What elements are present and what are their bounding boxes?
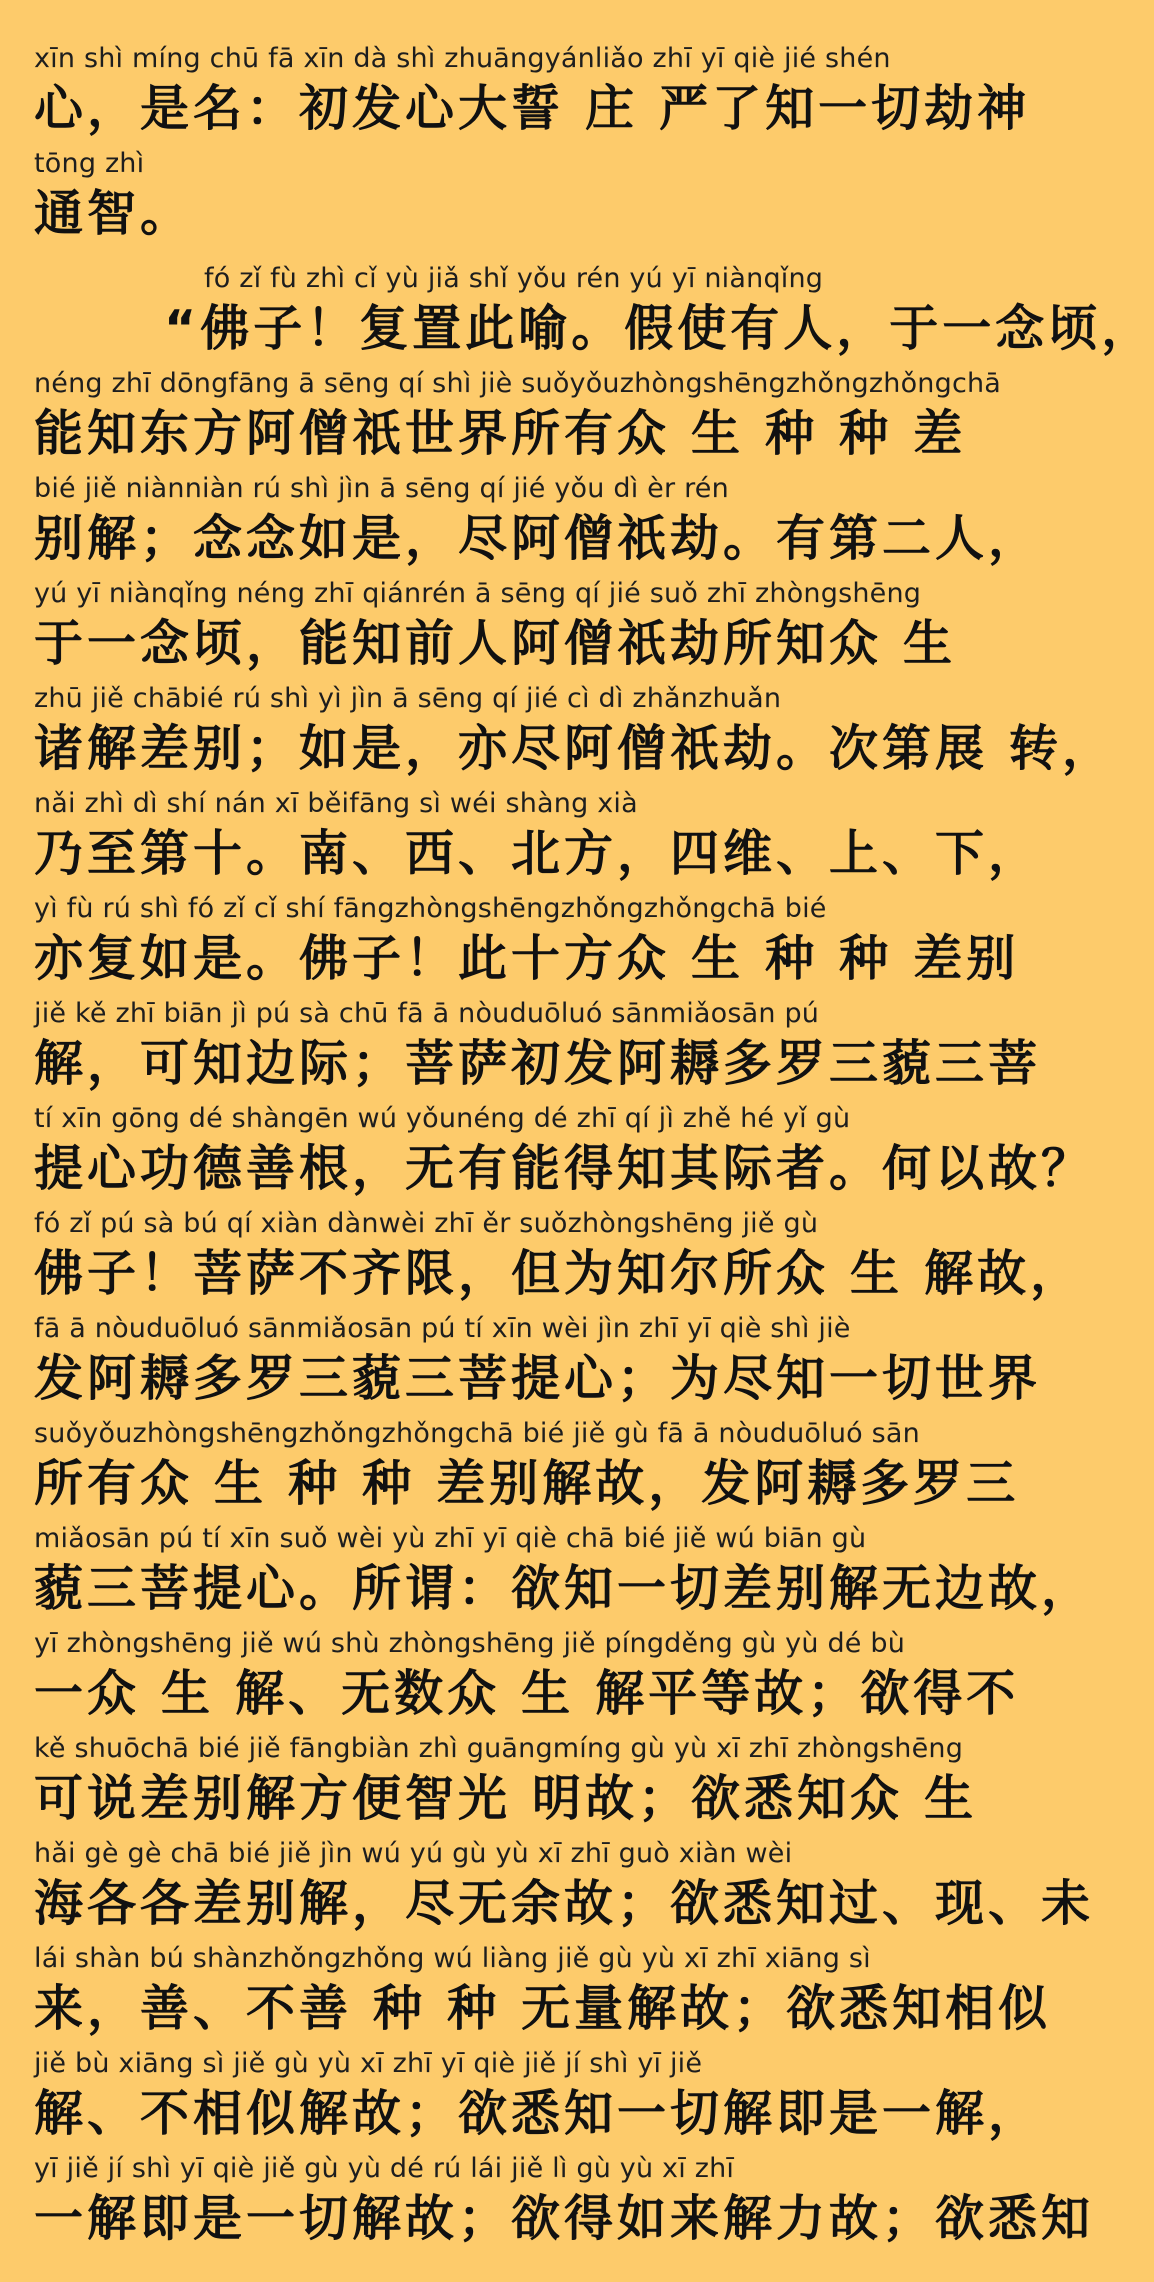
pinyin-line: nǎi zhì dì shí nán xī běifāng sì wéi shàng xià — [34, 788, 638, 819]
text-line — [34, 1312, 1046, 1417]
hanzi-line: 发阿耨多罗三藐三菩提心；为尽知一切世界 — [34, 1350, 1042, 1407]
text-line — [34, 997, 1046, 1102]
pinyin-line: yī zhòngshēng jiě wú shù zhòngshēng jiě píngděng gù yù dé bù — [34, 1628, 906, 1659]
pinyin-line: jiě bù xiāng sì jiě gù yù xī zhī yī qiè jiě jí shì yī jiě — [34, 2048, 703, 2079]
text-line — [34, 42, 1046, 147]
hanzi-line: 来，善、不善 种 种 无量解故；欲悉知相似 — [34, 1980, 1052, 2037]
pinyin-line: jiě kě zhī biān jì pú sà chū fā ā nòuduōluó sānmiǎosān pú — [34, 998, 820, 1029]
text-line — [34, 892, 1046, 997]
text-line — [34, 2152, 1095, 2257]
hanzi-line: 佛子！菩萨不齐限，但为知尔所众 生 解故， — [34, 1245, 1084, 1302]
hanzi-line: 乃至第十。南、西、北方，四维、上、下， — [34, 825, 1042, 882]
text-line — [34, 1102, 1095, 1207]
text-line — [34, 1837, 1095, 1942]
pinyin-line: néng zhī dōngfāng ā sēng qí shì jiè suǒyǒuzhòngshēngzhǒngzhǒngchā — [34, 368, 1002, 399]
text-line — [34, 682, 1116, 787]
pinyin-line: yú yī niànqǐng néng zhī qiánrén ā sēng qí jié suǒ zhī zhòngshēng — [34, 578, 922, 609]
hanzi-line: 诸解差别；如是，亦尽阿僧祇劫。次第展 转， — [34, 720, 1116, 777]
hanzi-line: 海各各差别解，尽无余故；欲悉知过、现、未 — [34, 1875, 1095, 1932]
hanzi-line: 于一念顷，能知前人阿僧祇劫所知众 生 — [34, 615, 957, 672]
text-line — [34, 1732, 1046, 1837]
text-line — [34, 367, 1046, 472]
hanzi-line: 通智。 — [34, 185, 194, 242]
pinyin-line: xīn shì míng chū fā xīn dà shì zhuāngyánliǎo zhī yī qiè jié shén — [34, 43, 891, 74]
hanzi-line: “佛子！复置此喻。假使有人，于一念顷， — [164, 300, 1154, 357]
pinyin-line: miǎosān pú tí xīn suǒ wèi yù zhī yī qiè chā bié jiě wú biān gù — [34, 1523, 867, 1554]
text-line — [34, 147, 1046, 252]
pinyin-line: tí xīn gōng dé shàngēn wú yǒunéng dé zhī qí jì zhě hé yǐ gù — [34, 1103, 851, 1134]
pinyin-line: fó zǐ fù zhì cǐ yù jiǎ shǐ yǒu rén yú yī niànqǐng — [204, 263, 824, 294]
pinyin-line: lái shàn bú shànzhǒngzhǒng wú liàng jiě gù yù xī zhī xiāng sì — [34, 1943, 871, 1974]
hanzi-line: 解、不相似解故；欲悉知一切解即是一解， — [34, 2085, 1042, 2142]
pinyin-line: suǒyǒuzhòngshēngzhǒngzhǒngchā bié jiě gù fā ā nòuduōluó sān — [34, 1418, 920, 1449]
text-line — [34, 787, 1046, 892]
text-line — [34, 472, 1046, 577]
pinyin-line: tōng zhì — [34, 148, 145, 179]
hanzi-line: 别解；念念如是，尽阿僧祇劫。有第二人， — [34, 510, 1042, 567]
pinyin-line: fā ā nòuduōluó sānmiǎosān pú tí xīn wèi jìn zhī yī qiè shì jiè — [34, 1313, 851, 1344]
hanzi-line: 亦复如是。佛子！此十方众 生 种 种 差别 — [34, 930, 1020, 987]
pinyin-line: bié jiě niànniàn rú shì jìn ā sēng qí jié yǒu dì èr rén — [34, 473, 729, 504]
text-line — [34, 1207, 1084, 1312]
pinyin-line: zhū jiě chābié rú shì yì jìn ā sēng qí jié cì dì zhǎnzhuǎn — [34, 683, 782, 714]
text-line — [34, 1417, 1046, 1522]
pinyin-line: yī jiě jí shì yī qiè jiě gù yù dé rú lái jiě lì gù yù xī zhī — [34, 2153, 735, 2184]
pinyin-line: yì fù rú shì fó zǐ cǐ shí fāngzhòngshēngzhǒngzhǒngchā bié — [34, 893, 827, 924]
hanzi-line: 提心功德善根，无有能得知其际者。何以故？ — [34, 1140, 1095, 1197]
hanzi-line: 能知东方阿僧祇世界所有众 生 种 种 差 — [34, 405, 967, 462]
text-line — [34, 577, 1046, 682]
hanzi-line: 藐三菩提心。所谓：欲知一切差别解无边故， — [34, 1560, 1095, 1617]
pinyin-line: kě shuōchā bié jiě fāngbiàn zhì guāngmíng gù yù xī zhī zhòngshēng — [34, 1733, 964, 1764]
hanzi-line: 可说差别解方便智光 明故；欲悉知众 生 — [34, 1770, 978, 1827]
text-line — [34, 1522, 1095, 1627]
pinyin-line: hǎi gè gè chā bié jiě jìn wú yú gù yù xī zhī guò xiàn wèi — [34, 1838, 793, 1869]
hanzi-line: 心，是名：初发心大誓 庄 严了知一切劫神 — [34, 80, 1031, 137]
pinyin-line: fó zǐ pú sà bú qí xiàn dànwèi zhī ěr suǒzhòngshēng jiě gù — [34, 1208, 819, 1239]
text-line — [34, 1627, 1046, 1732]
text-line — [34, 2047, 1046, 2152]
hanzi-line: 一众 生 解、无数众 生 解平等故；欲得不 — [34, 1665, 1020, 1722]
hanzi-line: 解，可知边际；菩萨初发阿耨多罗三藐三菩 — [34, 1035, 1042, 1092]
text-line — [34, 262, 1154, 367]
text-line — [34, 1942, 1052, 2047]
hanzi-line: 所有众 生 种 种 差别解故，发阿耨多罗三 — [34, 1455, 1020, 1512]
hanzi-line: 一解即是一切解故；欲得如来解力故；欲悉知 — [34, 2190, 1095, 2247]
